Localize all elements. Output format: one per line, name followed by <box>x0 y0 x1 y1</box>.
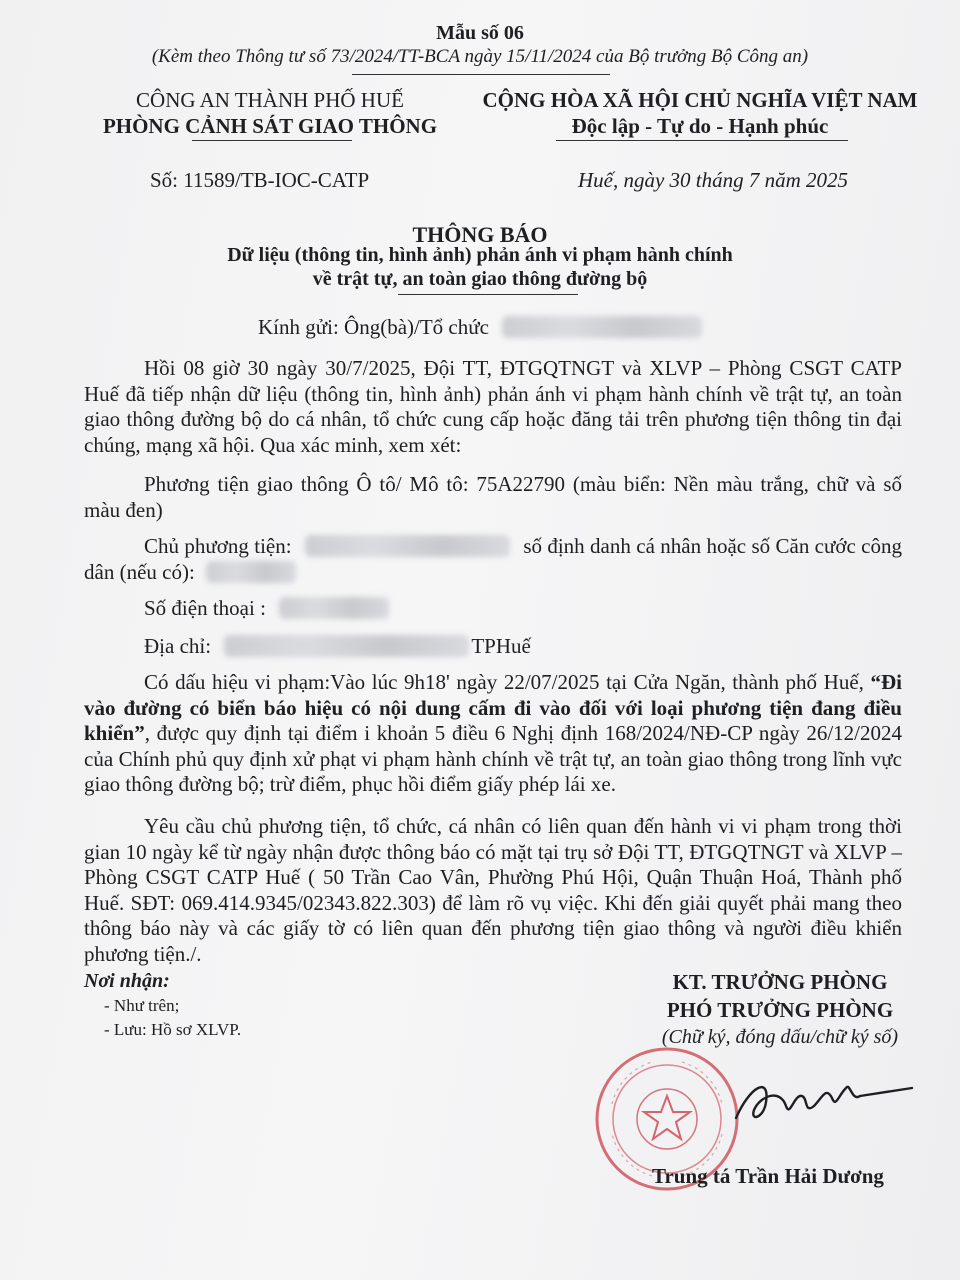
agency-underline <box>192 140 352 141</box>
redacted-recipient <box>502 316 702 338</box>
signature-title-1: KT. TRƯỞNG PHÒNG <box>672 970 888 994</box>
handwritten-signature <box>730 1066 920 1136</box>
redacted-id <box>206 561 296 583</box>
intro-paragraph: Hồi 08 giờ 30 ngày 30/7/2025, Đội TT, ĐTGQTNGT và XLVP – Phòng CSGT CATP Huế đã tiếp nhận dữ liệu (thông tin, hình ảnh) phản ánh vi phạm hành chính về trật tự, an toàn giao thông đường bộ do cá nhân, tổ chức cung cấp hoặc đăng tải trên phương tiện thông tin đại chúng, mạng xã hội. Qua xác minh, xem xét: <box>84 356 902 457</box>
owner-id-label: số định danh cá nhân hoặc số Căn cước công dân (nếu có): <box>84 534 903 584</box>
violation-paragraph <box>84 670 902 798</box>
form-reference: (Kèm theo Thông tư số 73/2024/TT-BCA ngày 15/11/2024 của Bộ trưởng Bộ Công an) <box>151 46 809 67</box>
redacted-address <box>224 635 469 657</box>
address-city: TPHuế <box>471 634 531 658</box>
signature-title-2: PHÓ TRƯỞNG PHÒNG <box>666 998 894 1022</box>
recipients-label: Nơi nhận: <box>84 970 170 992</box>
agency-name: CÔNG AN THÀNH PHỐ HUẾ <box>136 88 404 112</box>
recipient-item: - Lưu: Hồ sơ XLVP. <box>104 1020 242 1039</box>
redacted-phone <box>279 597 389 619</box>
recipient-line <box>258 315 702 340</box>
recipient-label: Kính gửi: Ông(bà)/Tổ chức <box>258 315 489 339</box>
notice-title: THÔNG BÁO <box>412 222 548 247</box>
violation-description: “Đi vào đường có biển báo hiệu có nội dung cấm đi vào đối với loại phương tiện đang điều khiển” <box>84 670 903 745</box>
request-paragraph: Yêu cầu chủ phương tiện, tổ chức, cá nhân có liên quan đến hành vi vi phạm trong thời gian 10 ngày kể từ ngày nhận được thông báo có mặt tại trụ sở Đội TT, ĐTGQTNGT và XLVP – Phòng CSGT CATP Huế ( 50 Trần Cao Vân, Phường Phú Hội, Quận Thuận Hoá, Thành phố Huế. SĐT: 069.414.9345/02343.822.303) để làm rõ vụ việc. Khi đến giải quyết phải mang theo thông báo này và các giấy tờ có liên quan đến phương tiện giao thông và người điều khiển phương tiện./. <box>84 814 902 966</box>
signer-name: Trung tá Trần Hải Dương <box>652 1164 884 1188</box>
address-label: Địa chỉ: <box>144 634 212 658</box>
form-number: Mẫu số 06 <box>436 22 524 44</box>
owner-label: Chủ phương tiện: <box>144 534 292 558</box>
signature-note: (Chữ ký, đóng dấu/chữ ký số) <box>661 1026 899 1048</box>
document-number: Số: 11589/TB-IOC-CATP <box>150 168 370 192</box>
notice-subtitle-2: về trật tự, an toàn giao thông đường bộ <box>312 268 648 290</box>
owner-paragraph <box>84 534 902 585</box>
address-line <box>144 634 531 659</box>
header-divider <box>352 74 610 75</box>
phone-line <box>144 596 389 621</box>
title-underline <box>398 294 578 295</box>
phone-label: Số điện thoại : <box>144 596 266 620</box>
notice-subtitle-1: Dữ liệu (thông tin, hình ảnh) phản ánh vi phạm hành chính <box>227 244 733 266</box>
nation-motto: Độc lập - Tự do - Hạnh phúc <box>571 114 829 138</box>
place-date: Huế, ngày 30 tháng 7 năm 2025 <box>578 168 849 192</box>
violation-prefix: Có dấu hiệu vi phạm:Vào lúc 9h18' ngày 22/07/2025 tại Cửa Ngăn, thành phố Huế, <box>144 670 864 694</box>
redacted-owner <box>305 535 510 557</box>
motto-underline <box>556 140 848 141</box>
vehicle-paragraph: Phương tiện giao thông Ô tô/ Mô tô: 75A22790 (màu biển: Nền màu trắng, chữ và số màu đen) <box>84 472 902 522</box>
nation-title: CỘNG HÒA XÃ HỘI CHỦ NGHĨA VIỆT NAM <box>482 88 918 112</box>
violation-legal-basis: , được quy định tại điểm i khoản 5 điều 6 Nghị định 168/2024/NĐ-CP ngày 26/12/2024 của Chính phủ quy định xử phạt vi phạm hành chính về trật tự, an toàn giao thông trong lĩnh vực giao thông đường bộ; trừ điểm, phục hồi điểm giấy phép lái xe. <box>84 721 902 796</box>
recipient-item: - Như trên; <box>104 996 180 1015</box>
agency-department: PHÒNG CẢNH SÁT GIAO THÔNG <box>102 114 438 138</box>
